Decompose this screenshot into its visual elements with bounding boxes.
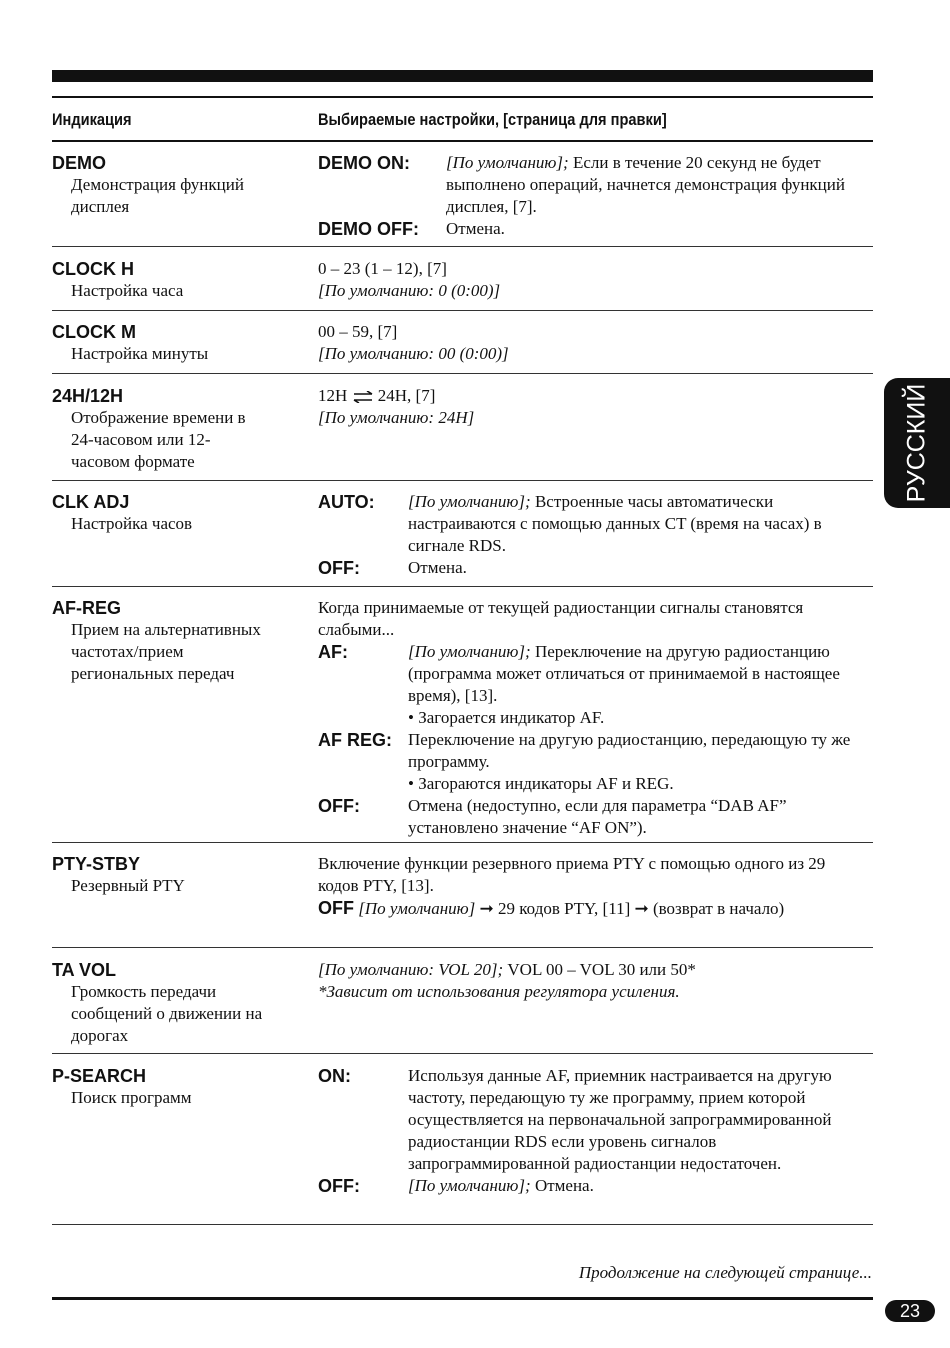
row-divider [52,480,873,481]
row-desc: Настройка минуты [71,344,209,363]
default-text: [По умолчанию: 24H] [318,408,475,427]
option-demo-on: DEMO ON: [По умолчанию]; Если в течение 20 секунд не будет выполнено операций, начнется демонстрация функций дисплея, [7]. [318,153,845,216]
row-desc: Отображение времени в 24-часовом или 12-часовом формате [71,408,246,471]
row-desc: Поиск программ [71,1088,192,1107]
option-off: OFF: Отмена. [318,558,467,578]
option-af-reg: AF REG: Переключение на другую радиостанцию, передающую ту же программу. • Загораются индикаторы AF и REG. [318,730,851,793]
row-desc: Демонстрация функций дисплея [71,175,244,216]
row-name: AF-REG [52,598,121,618]
row-divider [52,246,873,247]
row-divider [52,947,873,948]
row-name: PTY-STBY [52,854,141,874]
range-text: [По умолчанию: VOL 20]; VOL 00 – VOL 30 или 50* [318,960,696,979]
row-divider [52,373,873,374]
row-name: P-SEARCH [52,1066,147,1086]
row-name: CLK ADJ [52,492,130,512]
row-name: CLOCK M [52,322,136,342]
range-text: 00 – 59, [7] [318,322,398,341]
row-divider [52,1224,873,1225]
option-demo-off: DEMO OFF: Отмена. [318,219,505,239]
default-text: [По умолчанию: 00 (0:00)] [318,344,509,363]
row-divider [52,586,873,587]
range-text: 0 – 23 (1 – 12), [7] [318,259,447,278]
header-indication: Индикация [52,110,132,129]
page-number: 23 [885,1300,935,1322]
option-off: OFF: Отмена (недоступно, если для параметра “DAB AF” установлено значение “AF ON”). [318,796,787,837]
row-name: TA VOL [52,960,116,980]
row-divider [52,1053,873,1054]
bottom-rule [52,1297,873,1300]
header-rule [52,140,873,142]
row-name: DEMO [52,153,106,173]
top-bar [52,70,873,82]
top-rule [52,96,873,98]
language-tab: РУССКИЙ [884,378,950,508]
row-desc: Резервный PTY [71,876,185,895]
row-name: CLOCK H [52,259,134,279]
row-name: 24H/12H [52,386,124,406]
row-desc: Настройка часов [71,514,193,533]
row-divider [52,842,873,843]
arrow-right-icon: ➞ [634,899,649,918]
row-divider [52,310,873,311]
header-settings: Выбираемые настройки, [страница для правки] [318,110,667,129]
row-desc: Настройка часа [71,281,184,300]
body-text: Включение функции резервного приема PTY с помощью одного из 29 кодов PTY, [13]. [318,854,826,895]
toggle-arrows-icon [352,391,374,403]
row-desc: Прием на альтернативных частотах/прием региональных передач [71,620,261,683]
row-desc: Громкость передачи сообщений о движении на дорогах [71,982,263,1045]
option-auto: AUTO: [По умолчанию]; Встроенные часы автоматически настраиваются с помощью данных CT (время на часах) в сигнале RDS. [318,492,822,555]
sequence-text: OFF [По умолчанию] ➞ 29 кодов PTY, [11] ➞ (возврат в начало) [318,898,785,918]
option-on: ON: Используя данные AF, приемник настраивается на другую частоту, передающую ту же программу, прием которой осуществляется на первоначальной запрограммированной радиостанции RDS если уровень сигналов запрограммированной радиостанции недостаточен. [318,1066,832,1173]
option-off: OFF: [По умолчанию]; Отмена. [318,1176,594,1196]
option-af: AF: [По умолчанию]; Переключение на другую радиостанцию (программа может отличаться от принимаемой в настоящее время), [13]. • Загорается индикатор AF. [318,642,840,727]
arrow-right-icon: ➞ [479,899,494,918]
continued-note: Продолжение на следующей странице... [578,1263,872,1282]
toggle-text: 12H 24H, [7] [318,386,436,405]
default-text: [По умолчанию: 0 (0:00)] [318,281,501,300]
intro-text: Когда принимаемые от текущей радиостанции сигналы становятся слабыми... [318,598,804,639]
footnote-text: *Зависит от использования регулятора усиления. [318,982,680,1001]
